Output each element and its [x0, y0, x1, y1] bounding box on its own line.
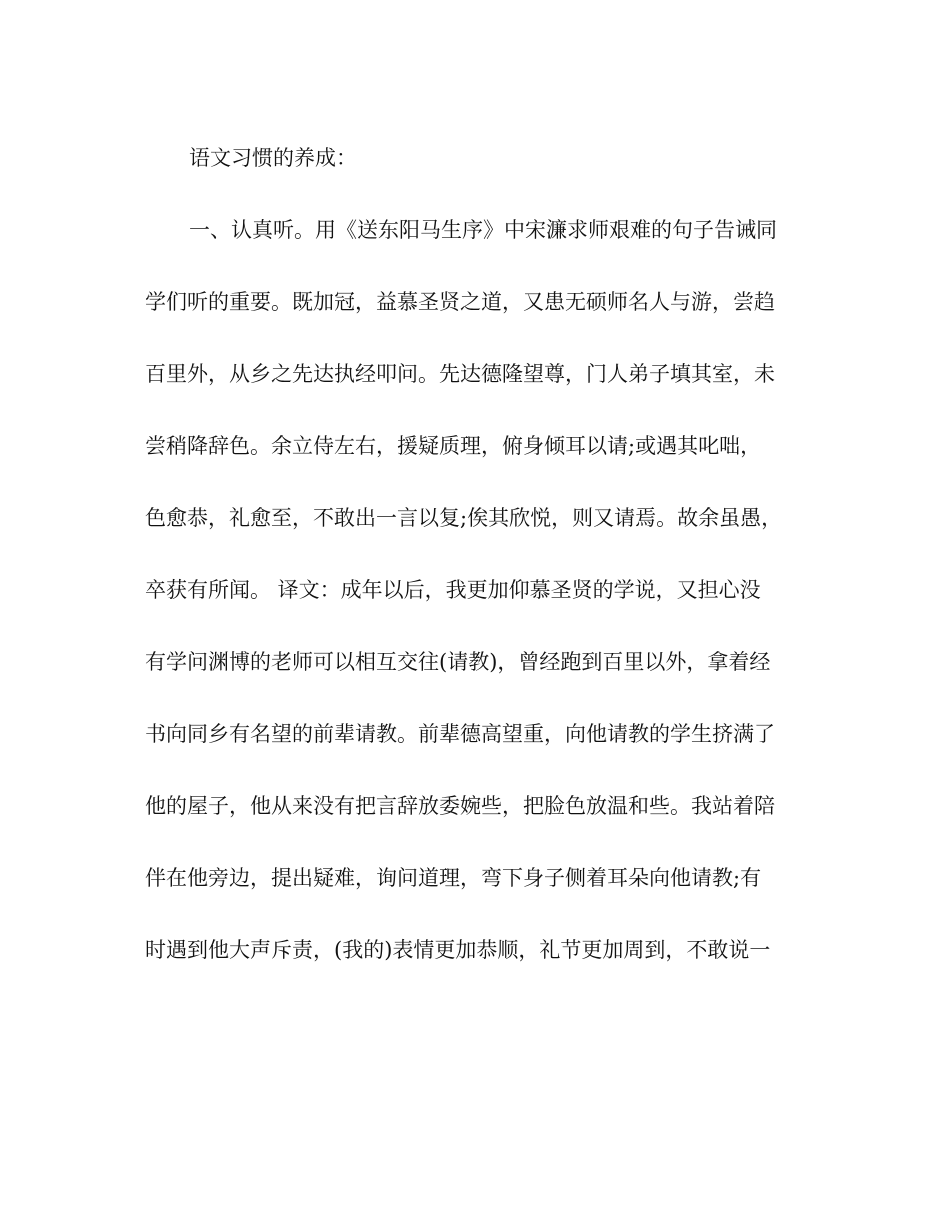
paragraph-line: 色愈恭，礼愈至，不敢出一言以复;俟其欣悦，则又请焉。故余虽愚， [145, 506, 783, 530]
paragraph-line: 百里外，从乡之先达执经叩问。先达德隆望尊，门人弟子填其室，未 [145, 362, 775, 386]
body-text [145, 136, 805, 1000]
paragraph-line: 书向同乡有名望的前辈请教。前辈德高望重，向他请教的学生挤满了 [145, 722, 775, 746]
paragraph-line: 一、认真听。用《送东阳马生序》中宋濂求师艰难的句子告诫同 [189, 218, 777, 242]
paragraph-line: 有学问渊博的老师可以相互交往(请教)，曾经跑到百里以外，拿着经 [145, 650, 771, 674]
paragraph-line: 时遇到他大声斥责，(我的)表情更加恭顺，礼节更加周到，不敢说一 [145, 938, 771, 962]
paragraph-line: 卒获有所闻。 译文：成年以后，我更加仰慕圣贤的学说，又担心没 [145, 578, 761, 602]
paragraph-line: 伴在他旁边，提出疑难，询问道理，弯下身子侧着耳朵向他请教;有 [145, 866, 762, 890]
paragraph-line: 尝稍降辞色。余立侍左右，援疑质理，俯身倾耳以请;或遇其叱咄， [145, 434, 762, 458]
paragraph-line: 学们听的重要。既加冠，益慕圣贤之道，又患无硕师名人与游，尝趋 [145, 290, 775, 314]
section-heading: 语文习惯的养成： [189, 146, 357, 170]
paragraph-line: 他的屋子，他从来没有把言辞放委婉些，把脸色放温和些。我站着陪 [145, 794, 775, 818]
